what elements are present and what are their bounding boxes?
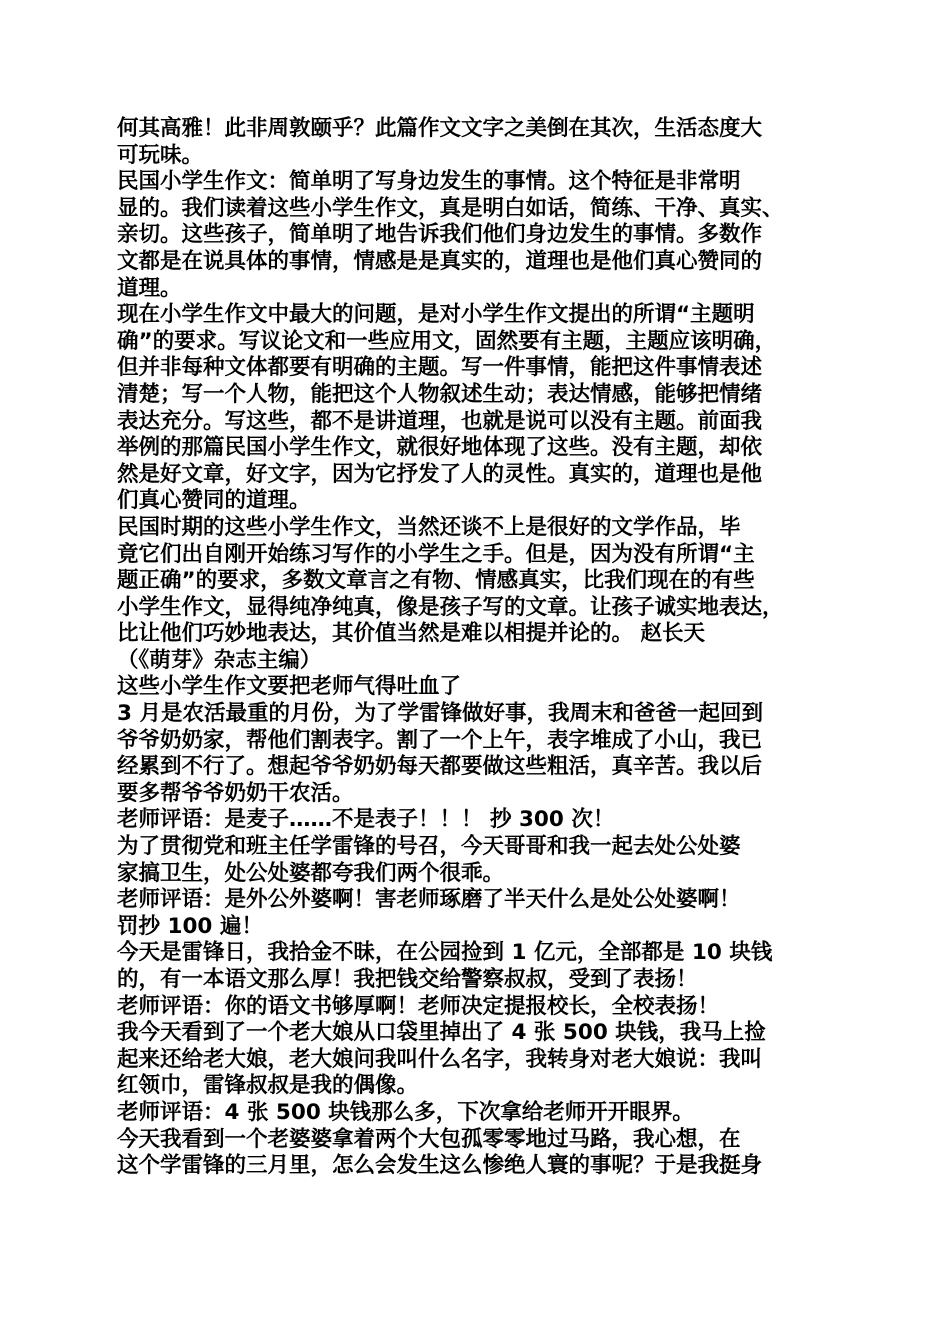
teacher-comment: 老师评语：是麦子……不是表子！！！ 抄 300 次！ — [117, 807, 615, 833]
text-line: 亲切。这些孩子，简单明了地告诉我们他们身边发生的事情。多数作 — [117, 222, 763, 248]
text-line: 民国小学生作文：简单明了写身边发生的事情。这个特征是非常明 — [117, 169, 741, 195]
text-line: 显的。我们读着这些小学生作文，真是明白如话，简练、干净、真实、 — [117, 195, 784, 221]
text-line: 道理。 — [117, 275, 182, 301]
text-line: 红领巾，雷锋叔叔是我的偶像。 — [117, 1073, 419, 1099]
text-line: 我今天看到了一个老大娘从口袋里掉出了 4 张 500 块钱，我马上捡 — [117, 1020, 766, 1046]
text-line: 表达充分。写这些，都不是讲道理，也就是说可以没有主题。前面我 — [117, 408, 763, 434]
text-line: 爷爷奶奶家，帮他们割表字。割了一个上午，表字堆成了小山，我已 — [117, 727, 763, 753]
section-heading: 这些小学生作文要把老师气得吐血了 — [117, 674, 462, 700]
text-line: 何其高雅！此非周敦颐乎？此篇作文文字之美倒在其次，生活态度大 — [117, 116, 763, 141]
text-line: 的，有一本语文那么厚！我把钱交给警察叔叔，受到了表扬！ — [117, 967, 698, 992]
text-line: 起来还给老大娘，老大娘问我叫什么名字，我转身对老大娘说：我叫 — [117, 1046, 763, 1072]
text-line: 今天我看到一个老婆婆拿着两个大包孤零零地过马路，我心想，在 — [117, 1126, 741, 1152]
text-line: 清楚；写一个人物，能把这个人物叙述生动；表达情感，能够把情绪 — [117, 381, 763, 407]
text-line: 竟它们出自刚开始练习写作的小学生之手。但是，因为没有所谓“主 — [117, 541, 755, 567]
teacher-comment: 老师评语：你的语文书够厚啊！老师决定提报校长，全校表扬！ — [117, 993, 720, 1019]
text-line: 举例的那篇民国小学生作文，就很好地体现了这些。没有主题，却依 — [117, 435, 763, 461]
text-line: 民国时期的这些小学生作文，当然还谈不上是很好的文学作品，毕 — [117, 514, 741, 540]
text-line: 要多帮爷爷奶奶干农活。 — [117, 780, 354, 806]
teacher-comment: 老师评语：是外公外婆啊！害老师琢磨了半天什么是处公处婆啊！ — [117, 887, 741, 913]
text-line: 为了贯彻党和班主任学雷锋的号召，今天哥哥和我一起去处公处婆 — [117, 834, 741, 860]
text-line: 比让他们巧妙地表达，其价值当然是难以相提并论的。 赵长天 — [117, 621, 705, 647]
text-line: 今天是雷锋日，我拾金不昧，在公园捡到 1 亿元，全部都是 10 块钱 — [117, 940, 773, 966]
text-line: 3 月是农活最重的月份，为了学雷锋做好事，我周末和爸爸一起回到 — [117, 701, 763, 727]
text-line: 可玩味。 — [117, 142, 204, 168]
text-line: 题正确”的要求，多数文章言之有物、情感真实，比我们现在的有些 — [117, 568, 755, 594]
document-body — [117, 116, 852, 1180]
teacher-comment: 老师评语：4 张 500 块钱那么多，下次拿给老师开开眼界。 — [117, 1099, 694, 1125]
text-line: 小学生作文，显得纯净纯真，像是孩子写的文章。让孩子诚实地表达， — [117, 594, 784, 620]
text-line: 文都是在说具体的事情，情感是是真实的，道理也是他们真心赞同的 — [117, 248, 763, 274]
text-line: 们真心赞同的道理。 — [117, 488, 311, 514]
text-line: 家搞卫生，处公处婆都夸我们两个很乖。 — [117, 860, 505, 886]
text-line: （《萌芽》杂志主编） — [117, 647, 322, 673]
text-line: 确”的要求。写议论文和一些应用文，固然要有主题，主题应该明确， — [117, 328, 777, 354]
text-line: 这个学雷锋的三月里，怎么会发生这么惨绝人寰的事呢？于是我挺身 — [117, 1153, 763, 1179]
text-line: 但并非每种文体都要有明确的主题。写一件事情，能把这件事情表述 — [117, 355, 763, 381]
teacher-comment: 罚抄 100 遍！ — [117, 913, 263, 939]
text-line: 经累到不行了。想起爷爷奶奶每天都要做这些粗活，真辛苦。我以后 — [117, 754, 763, 780]
text-line: 然是好文章，好文字，因为它抒发了人的灵性。真实的，道理也是他 — [117, 461, 763, 487]
text-line: 现在小学生作文中最大的问题，是对小学生作文提出的所谓“主题明 — [117, 302, 755, 328]
